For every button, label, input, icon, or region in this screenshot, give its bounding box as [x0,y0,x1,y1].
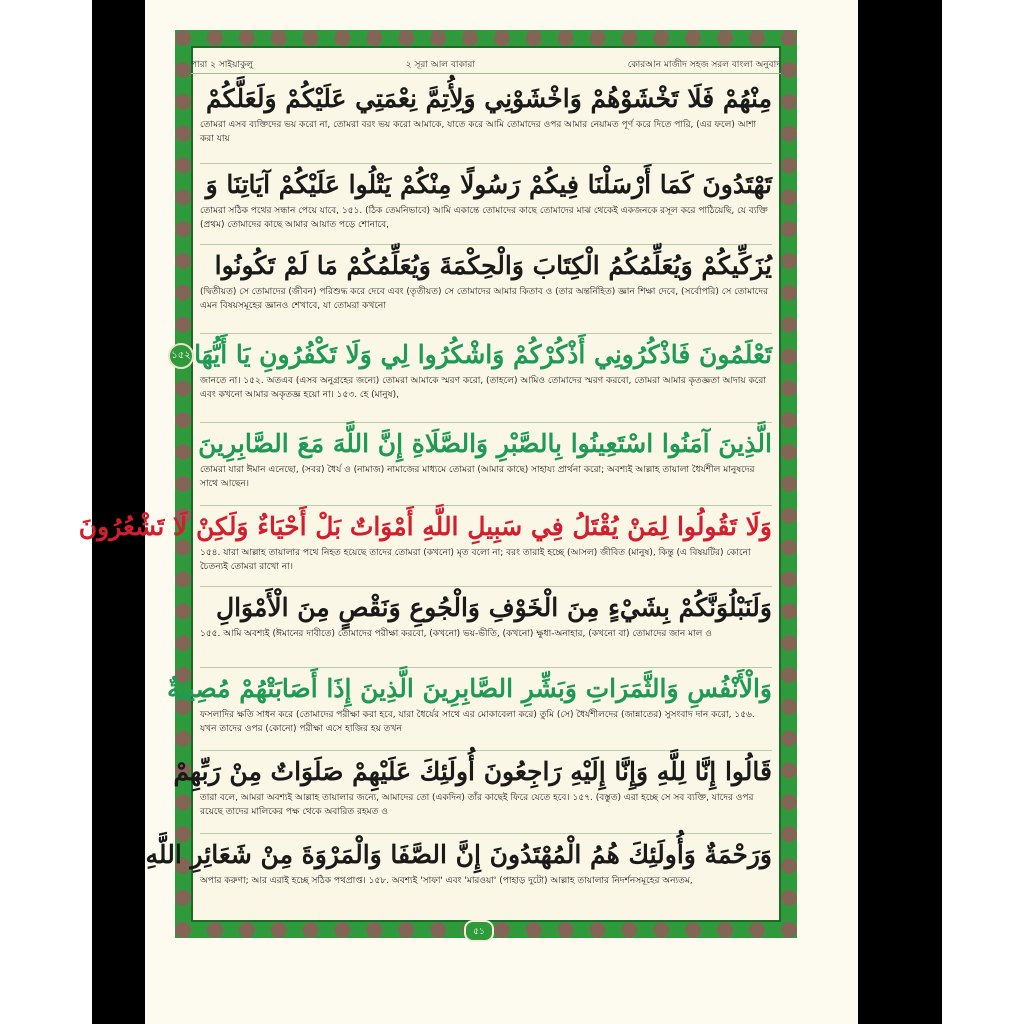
header-center: ২ সূরা আল বাকারা [405,59,475,70]
verse-block [200,82,772,146]
arabic-line: وَرَحْمَةٌ وَأُولَئِكَ هُمُ الْمُهْتَدُونَ إِنَّ الصَّفَا وَالْمَرْوَةَ مِنْ شَعَائِرِ اللَّهِ [145,840,772,869]
verse-block [200,249,772,313]
bengali-translation: ১৫৪. যারা আল্লাহ তায়ালার পথে নিহত হয়েছে তাদের তোমরা (কখনো) মৃত বলো না; বরং তারাই হচ্ছে (আসল) জীবিত (মানুষ), কিন্তু (এ বিষয়টির) কোনো চৈতন্যই তোমরা রাখো না। [200,548,751,572]
verse-block [173,755,772,819]
bengali-translation: তোমরা এসব ব্যক্তিদের ভয় করো না, তোমরা বরং ভয় করো আমাকে, যাতে করে আমি তোমাদের ওপর আমার নেয়ামত পূর্ণ করে দিতে পারি, (এর ফলে) আশা করা যায় [200,120,757,144]
line-divider [200,163,772,164]
arabic-line: مِنْهُمْ فَلَا تَخْشَوْهُمْ وَاخْشَوْنِي وَلِأُتِمَّ نِعْمَتِي عَلَيْكُمْ وَلَعَلَّكُمْ [206,84,772,113]
arabic-line: تَعْلَمُونَ فَاذْكُرُونِي أَذْكُرْكُمْ وَاشْكُرُوا لِي وَلَا تَكْفُرُونِ يَا أَيُّهَا [194,340,772,369]
arabic-line: يُزَكِّيكُمْ وَيُعَلِّمُكُمُ الْكِتَابَ وَالْحِكْمَةَ وَيُعَلِّمُكُمْ مَا لَمْ تَكُونُوا [214,251,772,280]
line-divider [200,422,772,423]
bengali-translation: ১৫৫. আমি অবশ্যই (ঈমানের দাবীতে) তোমাদের পরীক্ষা করবো, (কখনো) ভয়-ভীতি, (কখনো) ক্ষুধা-অনাহার, (কখনো বা) তোমাদের জান মাল ও [200,629,712,639]
arabic-line: تَهْتَدُونَ كَمَا أَرْسَلْنَا فِيكُمْ رَسُولًا مِنْكُمْ يَتْلُوا عَلَيْكُمْ آيَاتِنَا وَ [205,170,772,199]
arabic-line: وَلَا تَقُولُوا لِمَنْ يُقْتَلُ فِي سَبِيلِ اللَّهِ أَمْوَاتٌ بَلْ أَحْيَاءٌ وَلَكِنْ لَا تَشْعُرُونَ [78,512,772,541]
verse-block [200,591,772,641]
bengali-translation: জানতে না। ১৫২. অতএব (এসব অনুগ্রহের জন্যে) তোমরা আমাকে স্মরণ করো, (তাহলে) আমিও তোমাদের স্মরণ করবো, তোমরা আমার কৃতজ্ঞতা আদায় করো এবং কখনো আমার অকৃতজ্ঞ হয়ো না। ১৫৩. হে (মানুষ), [200,376,766,400]
header-left: কোরআন মাজীদ সহজ সরল বাংলা অনুবাদ [627,59,781,70]
arabic-line: وَالْأَنْفُسِ وَالثَّمَرَاتِ وَبَشِّرِ الصَّابِرِينَ الَّذِينَ إِذَا أَصَابَتْهُمْ مُصِيبَةٌ [166,674,772,703]
verse-block [200,427,772,491]
bengali-translation: তারা বলে, আমরা অবশ্যই আল্লাহ তায়ালার জন্যে, আমাদের তো (একদিন) তাঁর কাছেই ফিরে যেতে হবে। ১৫৭. (বস্তুত) এরা হচ্ছে সে সব ব্যক্তি, যাদের ওপর রয়েছে তাদের মালিকের পক্ষ থেকে অবারিত রহমত ও [200,793,754,817]
bengali-translation: (দ্বিতীয়ত) সে তোমাদের (জীবন) পরিশুদ্ধ করে দেবে এবং (তৃতীয়ত) সে তোমাদের আমার কিতাব ও (তার অন্তর্নিহিত) জ্ঞান শিক্ষা দেবে, (সর্বোপরি) সে তোমাদের এমন বিষয়সমূহের জ্ঞানও শেখাবে, যা তোমরা কখনো [200,287,769,311]
bengali-translation: অপার করুণা; আর এরাই হচ্ছে সঠিক পথপ্রাপ্ত। ১৫৮. অবশ্যই 'সাফা' এবং 'মারওয়া' (পাহাড় দুটো) আল্লাহ তায়ালার নিদর্শনসমূহের অন্যতম, [200,876,693,886]
verse-number-marker: ১৫২ [168,343,194,369]
line-divider [200,333,772,334]
bengali-translation: তোমরা সঠিক পথের সন্ধান পেয়ে যাবে, ১৫১. (ঠিক তেমনিভাবে) আমি একান্তে তোমাদের কাছে তোমাদের মাঝ থেকেই একজনকে রসূল করে পাঠিয়েছি, যে ব্যক্তি (প্রথম) তোমাদের কাছে আমার আয়াত পড়ে শোনাবে, [200,206,768,230]
verse-block [166,672,772,736]
verse-block [200,168,772,232]
verse-block [145,838,772,888]
running-header [191,55,781,74]
header-right: পারা ২ সাইয়াকুলু [191,59,254,70]
arabic-line: الَّذِينَ آمَنُوا اسْتَعِينُوا بِالصَّبْرِ وَالصَّلَاةِ إِنَّ اللَّهَ مَعَ الصَّابِرِينَ [198,429,772,458]
line-divider [200,833,772,834]
bengali-translation: তোমরা যারা ঈমান এনেছো, (সবর) ধৈর্য ও (নামাজ) নামাজের মাধ্যমে তোমরা (আমার কাছে) সাহায্য প্রার্থনা করো; অবশ্যই আল্লাহ তায়ালা ধৈর্যশীল মানুষদের সাথে আছেন। [200,465,755,489]
line-divider [200,586,772,587]
line-divider [200,750,772,751]
line-divider [200,667,772,668]
verse-block [78,510,772,574]
bengali-translation: ফসলাদির ক্ষতি সাধন করে (তোমাদের পরীক্ষা করা হবে, যারা ধৈর্যের সাথে এর মোকাবেলা করে) তুমি (সে) ধৈর্যশীলদের (জান্নাতের) সুসংবাদ দান করো, ১৫৬. যখন তাদের ওপর (কোনো) পরীক্ষা এসে হাজির হয় তখন [200,710,755,734]
page-number: ৫১ [464,920,494,942]
verse-block [194,338,772,402]
arabic-line: قَالُوا إِنَّا لِلَّهِ وَإِنَّا إِلَيْهِ رَاجِعُونَ أُولَئِكَ عَلَيْهِمْ صَلَوَاتٌ مِنْ رَبِّهِمْ [173,757,772,786]
arabic-line: وَلَنَبْلُوَنَّكُمْ بِشَيْءٍ مِنَ الْخَوْفِ وَالْجُوعِ وَنَقْصٍ مِنَ الْأَمْوَالِ [215,593,772,622]
line-divider [200,505,772,506]
black-margin-right [858,0,942,1024]
line-divider [200,244,772,245]
